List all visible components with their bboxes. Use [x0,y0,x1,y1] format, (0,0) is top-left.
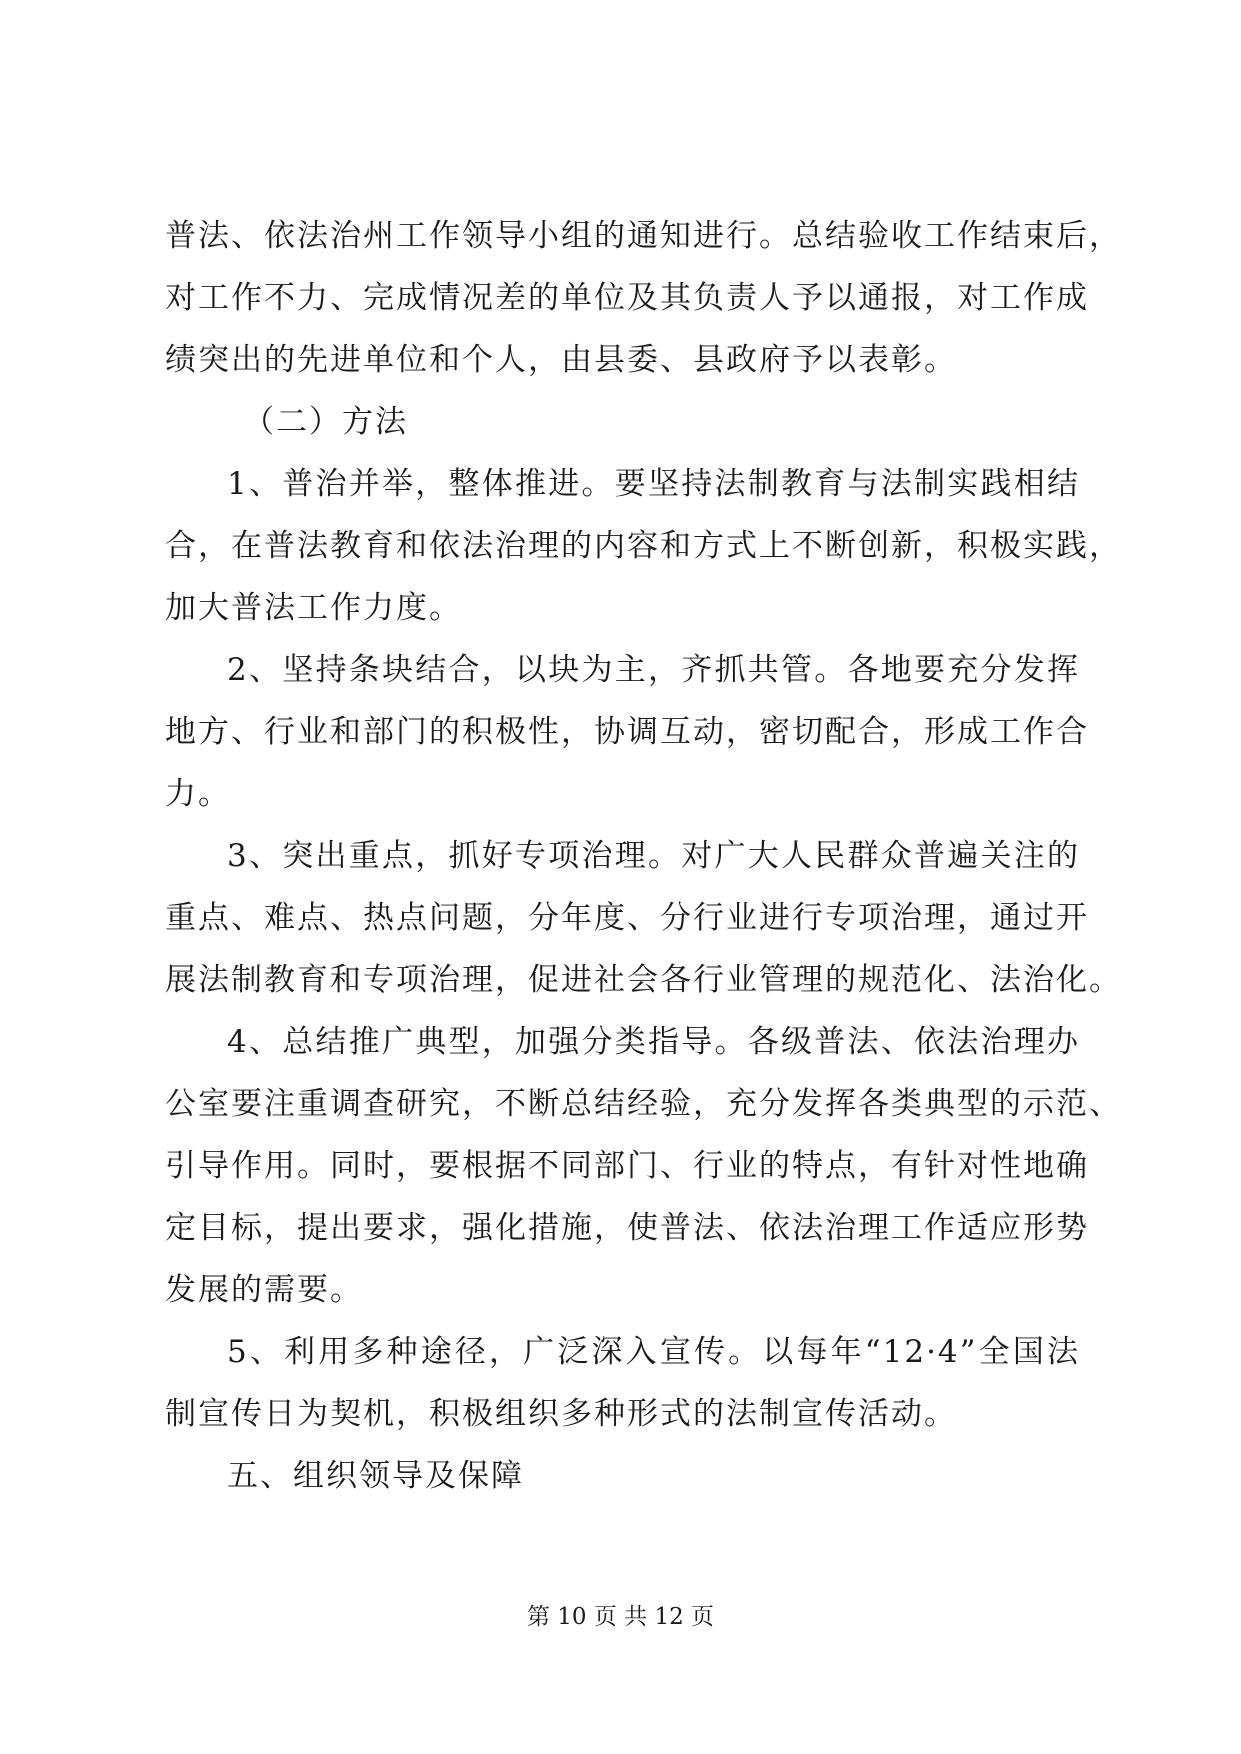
body-line: 5、利用多种途径，广泛深入宣传。以每年“12·4”全国法 [227,1334,1080,1370]
body-line: 地方、行业和部门的积极性，协调互动，密切配合，形成工作合 [165,714,1089,750]
section-heading: （二）方法 [243,404,408,440]
body-line: 引导作用。同时，要根据不同部门、行业的特点，有针对性地确 [165,1148,1089,1184]
document-body [165,205,1122,1507]
body-line: 加大普法工作力度。 [165,590,462,626]
body-line: 普法、依法治州工作领导小组的通知进行。总结验收工作结束后， [165,218,1122,254]
body-line: 1、普治并举，整体推进。要坚持法制教育与法制实践相结 [227,466,1080,502]
page-number-footer: 第 10 页 共 12 页 [526,1604,715,1630]
body-line: 4、总结推广典型，加强分类指导。各级普法、依法治理办 [227,1024,1080,1060]
section-heading: 五、组织领导及保障 [227,1458,524,1494]
body-line: 制宣传日为契机，积极组织多种形式的法制宣传活动。 [165,1396,957,1432]
body-line: 重点、难点、热点问题，分年度、分行业进行专项治理，通过开 [165,900,1089,936]
body-line: 对工作不力、完成情况差的单位及其负责人予以通报，对工作成 [165,280,1089,316]
body-line: 3、突出重点，抓好专项治理。对广大人民群众普遍关注的 [227,838,1080,874]
body-line: 2、坚持条块结合，以块为主，齐抓共管。各地要充分发挥 [227,652,1080,688]
body-line: 公室要注重调查研究，不断总结经验，充分发挥各类典型的示范、 [165,1086,1122,1122]
body-line: 合，在普法教育和依法治理的内容和方式上不断创新，积极实践， [165,528,1122,564]
body-line: 力。 [165,776,231,812]
body-line: 展法制教育和专项治理，促进社会各行业管理的规范化、法治化。 [165,962,1122,998]
body-line: 绩突出的先进单位和个人，由县委、县政府予以表彰。 [165,342,957,378]
body-line: 定目标，提出要求，强化措施，使普法、依法治理工作适应形势 [165,1210,1089,1246]
body-line: 发展的需要。 [165,1272,363,1308]
